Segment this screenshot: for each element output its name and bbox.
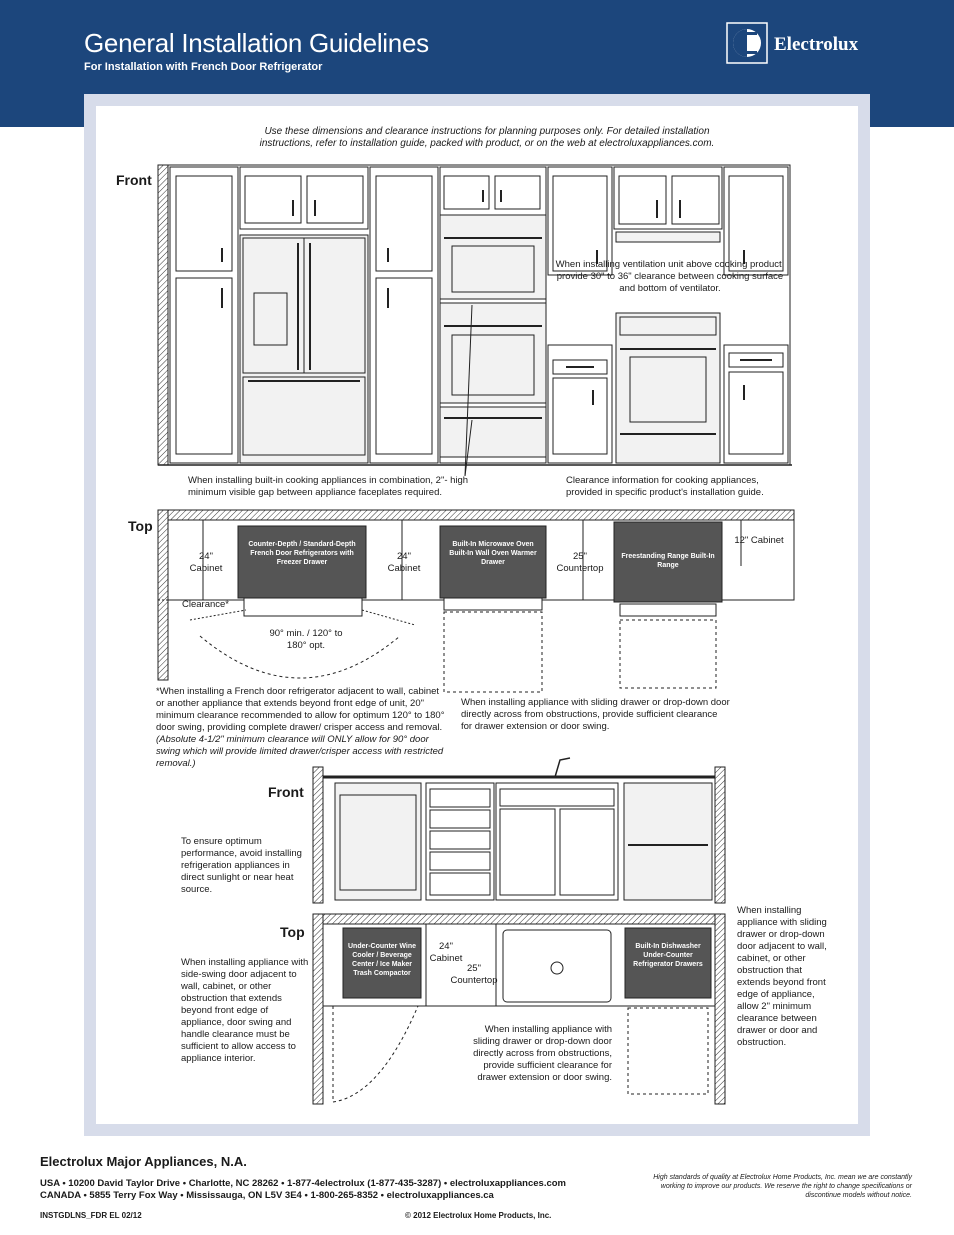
- sunlight-note: To ensure optimum performance, avoid installing refrigeration appliances in direct sunlight or near heat source.: [181, 836, 302, 895]
- label-top-1: Top: [128, 518, 153, 534]
- footer-disclaimer: High standards of quality at Electrolux Home Products, Inc. mean we are constantly working to improve our products. We reserve the right to change specifications or discontinue models without notice.: [653, 1174, 912, 1199]
- wall-left: [158, 165, 168, 465]
- clearance-info-note: Clearance information for cooking appliances, provided in specific product's installation guide.: [566, 475, 764, 498]
- top2-countertop: 25" Countertop: [450, 963, 498, 986]
- footer-usa: USA • 10200 David Taylor Drive • Charlotte, NC 28262 • 1-877-4electrolux (1-877-435-3287) • electroluxappliances.com: [40, 1178, 567, 1189]
- french-door-note-italic: (Absolute 4-1/2" minimum clearance will ONLY allow for 90° door swing which will provide limited drawer/crisper access with restricted removal.): [156, 734, 444, 769]
- right-clearance-note: When installing appliance with sliding drawer or drop-down door adjacent to wall, cabinet, or other obstruction that extends beyond front edge of appliance, allow 2" minimum clearance between drawer or door and obstruction.: [737, 905, 827, 1048]
- intro-text: Use these dimensions and clearance instructions for planning purposes only. For detailed installation instructions, refer to installation guide, packed with product, or on the web at electroluxappliances.com.: [259, 126, 715, 149]
- combination-note: When installing built-in cooking appliances in combination, 2"- high minimum visible gap between appliance faceplates required.: [188, 475, 469, 498]
- top2-cabinet: 24" Cabinet: [429, 941, 463, 964]
- label-front-2: Front: [268, 784, 304, 800]
- top1-oven-box: Built-In Microwave Oven Built-In Wall Oven Warmer Drawer: [449, 541, 537, 566]
- top2-dish-box: Built-In Dishwasher Under-Counter Refrigerator Drawers: [633, 943, 703, 968]
- label-top-2: Top: [280, 924, 305, 940]
- footer-copyright: © 2012 Electrolux Home Products, Inc.: [405, 1211, 552, 1220]
- side-swing-note: When installing appliance with side-swing door adjacent to wall, cabinet, or other obstruction that extends beyond front edge of appliance, door swing and handle clearance must be sufficient to allow access to appliance interior.: [181, 957, 309, 1064]
- brand-name: Electrolux: [774, 34, 859, 55]
- label-front-1: Front: [116, 172, 152, 188]
- footer-company: Electrolux Major Appliances, N.A.: [40, 1154, 247, 1169]
- top1-countertop: 25" Countertop: [556, 551, 604, 574]
- sliding-drawer-note-1: When installing appliance with sliding drawer or drop-down door directly across from obstructions, provide sufficient clearance for drawer extension or door swing.: [461, 697, 730, 732]
- ventilation-note: When installing ventilation unit above cooking product, provide 30" to 36" clearance between cooking surface and bottom of ventilator.: [555, 259, 785, 294]
- top1-swing: 90° min. / 120° to 180° opt.: [269, 628, 343, 651]
- footer-doc-code: INSTGDLNS_FDR EL 02/12: [40, 1211, 142, 1220]
- top2-wine-box: Under-Counter Wine Cooler / Beverage Center / Ice Maker Trash Compactor: [348, 943, 416, 977]
- footer-canada: CANADA • 5855 Terry Fox Way • Mississauga, ON L5V 3E4 • 1-800-265-8352 • electroluxappliances.ca: [40, 1190, 494, 1201]
- sliding-drawer-note-2: When installing appliance with sliding drawer or drop-down door directly across from obstructions, provide sufficient clearance for drawer extension or door swing.: [473, 1024, 612, 1083]
- page-title: General Installation Guidelines: [84, 28, 429, 58]
- french-door-note-text: *When installing a French door refrigerator adjacent to wall, cabinet or another appliance that extends beyond front edge of unit, 20" minimum clearance recommended to allow for optimum 120° to 180° door swing, providing complete drawer/ crisper access and removal.: [156, 686, 445, 733]
- top1-fridge-box: Counter-Depth / Standard-Depth French Door Refrigerators with Freezer Drawer: [248, 541, 356, 566]
- top1-cabinet-mid: 24" Cabinet: [387, 551, 421, 574]
- top1-range-box: Freestanding Range Built-In Range: [621, 553, 715, 569]
- top1-cabinet-left: 24" Cabinet: [189, 551, 223, 574]
- top1-cabinet-right: 12" Cabinet: [734, 535, 784, 546]
- french-door-note: [156, 686, 448, 770]
- top1-clearance: Clearance*: [182, 599, 229, 610]
- page-subtitle: For Installation with French Door Refrigerator: [84, 61, 323, 73]
